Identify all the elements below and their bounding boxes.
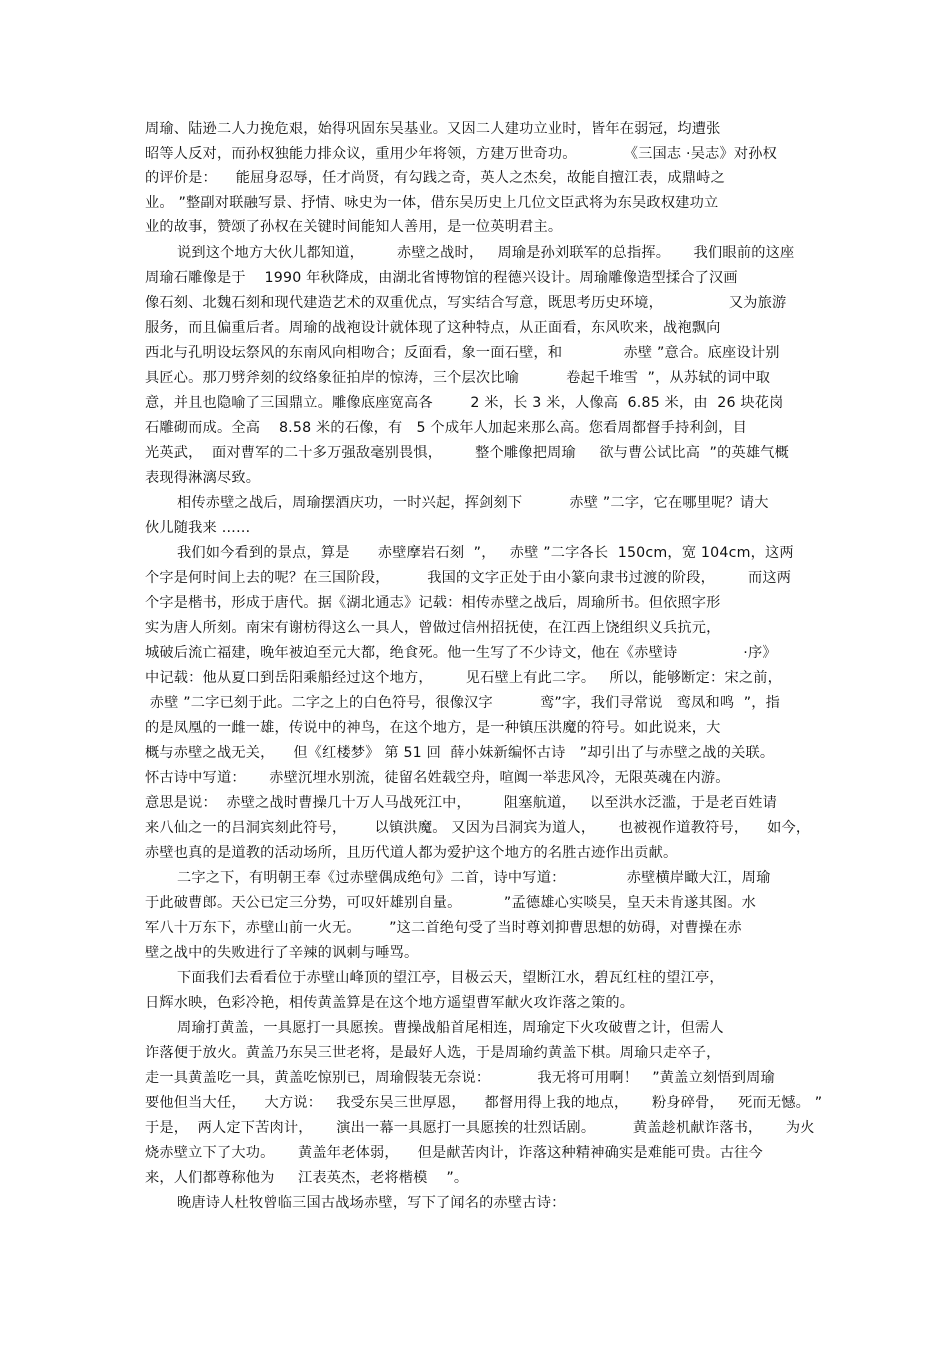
text-line: 中记载：他从夏口到岳阳乘船经过这个地方， 见石壁上有此二字。 所以，能够断定：宋之前， [145,670,782,686]
paragraph-start-line: 周瑜打黄盖，一具愿打一具愿挨。曹操战船首尾相连，周瑜定下火攻破曹之计，但需人 [177,1020,724,1036]
text-line: 意思是说： 赤壁之战时曹操几十万人马战死江中， 阻塞航道， 以至洪水泛滥，于是老百姓请 [145,795,778,811]
paragraph-start-line: 晚唐诗人杜牧曾临三国古战场赤壁，写下了闻名的赤壁古诗： [177,1195,566,1211]
text-line: 于此破曹郎。天公已定三分势，可叹奸雄别自量。 ”孟德雄心实啖吴，皇天未肯遂其图。水 [145,895,757,911]
text-line: 表现得淋漓尽致。 [145,470,261,486]
text-line: 烧赤壁立下了大功。 黄盖年老体弱， 但是献苦肉计，诈落这种精神确实是难能可贵。古往今 [145,1145,763,1161]
text-line: 意，并且也隐喻了三国鼎立。雕像底座宽高各 2 米，长 3 米，人像高 6.85 米，由 26 块花岗 [145,395,784,411]
text-line: 军八十万东下，赤壁山前一火无。 ”这二首绝句受了当时尊刘抑曹思想的妨碍，对曹操在赤 [145,920,742,936]
text-line: 来八仙之一的吕洞宾刻此符号， 以镇洪魔。 又因为吕洞宾为道人， 也被视作道教符号， 如今， [145,820,811,836]
text-line: 光英武， 面对曹军的二十多万强敌毫别畏惧， 整个雕像把周瑜 欲与曹公试比高 ”的英雄气概 [145,445,790,461]
text-line: 壁之战中的失败进行了辛辣的讽刺与唾骂。 [145,945,419,961]
text-line: 日辉水映，色彩冷艳，相传黄盖算是在这个地方遥望曹军献火攻诈落之策的。 [145,995,635,1011]
text-line: 城破后流亡福建，晚年被迫至元大都，绝食死。他一生写了不少诗文，他在《赤壁诗 ·序》 [145,645,777,661]
text-line: 周瑜、陆逊二人力挽危艰，始得巩固东吴基业。又因二人建功立业时，皆年在弱冠，均遭张 [145,121,721,137]
text-line: 诈落便于放火。黄盖乃东吴三世老将，是最好人选，于是周瑜约黄盖下棋。周瑜只走卒子， [145,1045,721,1061]
text-line: 的是凤凰的一雌一雄，传说中的神鸟，在这个地方，是一种镇压洪魔的符号。如此说来，大 [145,720,721,736]
text-line: 个字是何时间上去的呢？在三国阶段， 我国的文字正处于由小篆向隶书过渡的阶段， 而这两 [145,570,792,586]
text-line: 周瑜石雕像是于 1990 年秋降成，由湖北省博物馆的程德兴设计。周瑜雕像造型揉合了汉画 [145,270,738,286]
paragraph-start-line: 二字之下，有明朝王奉《过赤壁偶成绝句》二首，诗中写道： 赤壁横岸瞰大江，周瑜 [177,870,771,886]
text-line: 西北与孔明设坛祭风的东南风向相吻合；反面看，象一面石壁，和 赤壁 ”意合。底座设计别 [145,345,780,361]
text-line: 像石刻、北魏石刻和现代建造艺术的双重优点，写实结合写意，既思考历史环境， 又为旅游 [145,295,787,311]
text-line: 石雕砌而成。全高 8.58 米的石像，有 5 个成年人加起来那么高。您看周都督手持利剑，目 [145,420,747,436]
text-line: 赤壁 ”二字已刻于此。二字之上的白色符号，很像汉字 鸾”字，我们寻常说 鸾凤和鸣 ”，指 [145,695,781,711]
text-line: 要他但当大任， 大方说： 我受东吴三世厚恩， 都督用得上我的地点， 粉身碎骨， 死而无憾。 ” [145,1095,823,1111]
text-line: 个字是楷书，形成于唐代。据《湖北通志》记载：相传赤壁之战后，周瑜所书。但依照字形 [145,595,721,611]
text-line: 的评价是： 能屈身忍辱，任才尚贤，有勾践之奇，英人之杰矣，故能自擅江表，成鼎峙之 [145,170,725,186]
text-line: 概与赤壁之战无关， 但《红楼梦》 第 51 回 薛小妹新编怀古诗 ”却引出了与赤壁之战的关联。 [145,745,775,761]
text-line: 业的故事，赞颂了孙权在关键时间能知人善用，是一位英明君主。 [145,219,563,235]
text-line: 伙儿随我来 …… [145,520,251,536]
text-line: 昭等人反对，而孙权独能力排众议，重用少年将领，方建万世奇功。 《三国志 ·吴志》对孙权 [145,146,778,162]
paragraph-start-line: 我们如今看到的景点，算是 赤壁摩岩石刻 ”， 赤壁 ”二字各长 150cm，宽 104cm，这两 [177,545,794,561]
text-line: 实为唐人所刻。南宋有谢枋得这么一具人，曾做过信州招抚使，在江西上饶组织义兵抗元， [145,620,721,636]
paragraph-start-line: 相传赤壁之战后，周瑜摆酒庆功，一时兴起，挥剑刻下 赤壁 ”二字，它在哪里呢？请大 [177,495,769,511]
text-line: 赤壁也真的是道教的活动场所，且历代道人都为爱护这个地方的名胜古迹作出贡献。 [145,845,678,861]
text-line: 走一具黄盖吃一具，黄盖吃惊别已，周瑜假装无奈说： 我无将可用啊！ ”黄盖立刻悟到周瑜 [145,1070,775,1086]
text-line: 来，人们都尊称他为 江表英杰，老将楷模 ”。 [145,1170,469,1186]
text-line: 服务，而且偏重后者。周瑜的战袍设计就体现了这种特点，从正面看，东风吹来，战袍飘向 [145,320,721,336]
text-line: 怀古诗中写道： 赤壁沉埋水别流，徒留名姓载空舟，喧阗一举悲风冷，无限英魂在内游。 [145,770,730,786]
paragraph-start-line: 下面我们去看看位于赤壁山峰顶的望江亭，目极云天，望断江水，碧瓦红柱的望江亭， [177,970,724,986]
text-line: 具匠心。那刀劈斧刻的纹络象征拍岸的惊涛，三个层次比喻 卷起千堆雪 ”，从苏轼的词中取 [145,370,771,386]
text-line: 于是， 两人定下苦肉计， 演出一幕一具愿打一具愿挨的壮烈话剧。 黄盖趁机献诈落书， 为火 [145,1120,815,1136]
paragraph-start-line: 说到这个地方大伙儿都知道， 赤壁之战时， 周瑜是孙刘联军的总指挥。 我们眼前的这座 [177,245,795,261]
text-line: 业。 ”整副对联融写景、抒情、咏史为一体，借东吴历史上几位文臣武将为东吴政权建功立 [145,195,719,211]
